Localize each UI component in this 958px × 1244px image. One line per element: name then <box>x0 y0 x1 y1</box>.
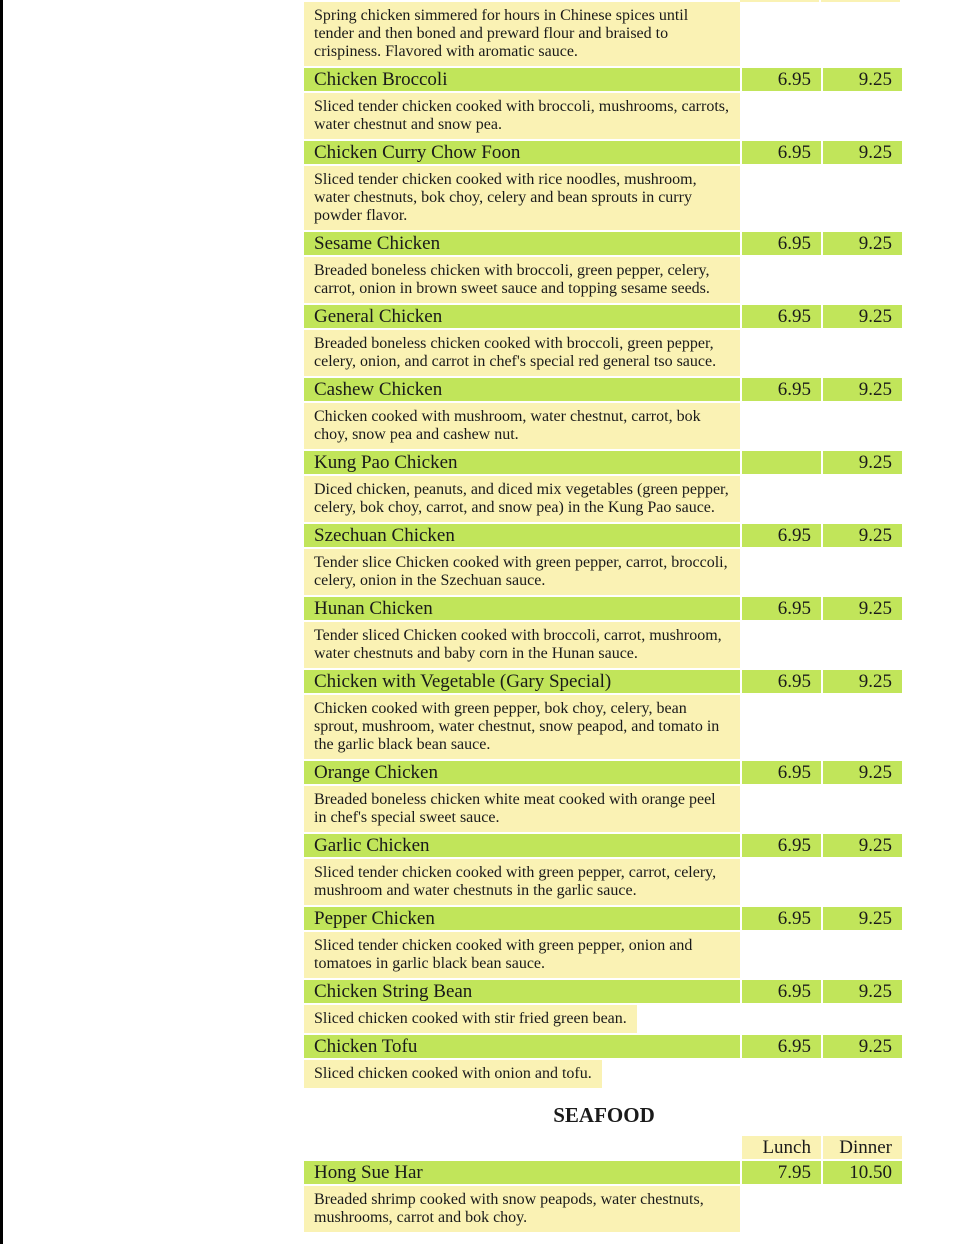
menu-item-lunch-price: 6.95 <box>742 597 821 620</box>
menu-item-description: Sliced tender chicken cooked with green pepper, onion and tomatoes in garlic black bean sauce. <box>304 932 740 978</box>
menu-item-name: Garlic Chicken <box>304 834 740 857</box>
menu-item-description-row <box>304 2 904 66</box>
menu-item-row <box>304 451 904 474</box>
menu-item-name: Hong Sue Har <box>304 1161 740 1184</box>
menu-item-name: Cashew Chicken <box>304 378 740 401</box>
lunch-header: Lunch <box>742 1136 821 1159</box>
menu-item-lunch-price: 6.95 <box>742 232 821 255</box>
menu-item-lunch-price: 6.95 <box>742 907 821 930</box>
menu-item-lunch-price: 6.95 <box>742 141 821 164</box>
menu-item-description-row <box>304 786 904 832</box>
menu-content <box>304 0 904 1232</box>
menu-item-name: Kung Pao Chicken <box>304 451 740 474</box>
menu-item-lunch-price: 6.95 <box>742 761 821 784</box>
menu-item-dinner-price: 9.25 <box>823 451 902 474</box>
menu-item-dinner-price: 9.25 <box>823 834 902 857</box>
menu-item-description-row <box>304 1005 904 1033</box>
menu-item-name: General Chicken <box>304 305 740 328</box>
menu-item-row <box>304 305 904 328</box>
menu-item-lunch-price: 6.95 <box>742 834 821 857</box>
menu-item-name: Chicken Tofu <box>304 1035 740 1058</box>
menu-item-description-row <box>304 1186 904 1232</box>
menu-item-description: Breaded boneless chicken cooked with broccoli, green pepper, celery, onion, and carrot in chef's special red general tso sauce. <box>304 330 740 376</box>
menu-item-dinner-price: 9.25 <box>823 907 902 930</box>
dinner-header: Dinner <box>823 1136 902 1159</box>
menu-item-dinner-price: 9.25 <box>823 68 902 91</box>
menu-item-lunch-price: 6.95 <box>742 305 821 328</box>
menu-item-description: Chicken cooked with green pepper, bok choy, celery, bean sprout, mushroom, water chestnut, snow peapod, and tomato in the garlic black bean sauce. <box>304 695 740 759</box>
menu-item-row <box>304 1035 904 1058</box>
menu-item-description-row <box>304 93 904 139</box>
menu-item-description: Chicken cooked with mushroom, water chestnut, carrot, bok choy, snow pea and cashew nut. <box>304 403 740 449</box>
menu-item-row <box>304 907 904 930</box>
menu-item-lunch-price <box>742 451 821 474</box>
menu-item-lunch-price: 6.95 <box>742 68 821 91</box>
menu-item-description: Breaded boneless chicken with broccoli, green pepper, celery, carrot, onion in brown sweet sauce and topping sesame seeds. <box>304 257 740 303</box>
price-header-row <box>304 1136 904 1159</box>
menu-item-lunch-price: 6.95 <box>742 980 821 1003</box>
menu-item-row <box>304 524 904 547</box>
menu-item-name: Orange Chicken <box>304 761 740 784</box>
menu-item-description: Sliced tender chicken cooked with rice noodles, mushroom, water chestnuts, bok choy, celery and bean sprouts in curry powder flavor. <box>304 166 740 230</box>
menu-item-dinner-price: 9.25 <box>823 980 902 1003</box>
menu-item-description-row <box>304 166 904 230</box>
menu-item-description: Breaded boneless chicken white meat cooked with orange peel in chef's special sweet sauce. <box>304 786 740 832</box>
menu-item-description: Sliced tender chicken cooked with green pepper, carrot, celery, mushroom and water chestnuts in the garlic sauce. <box>304 859 740 905</box>
section-title-seafood: SEAFOOD <box>553 1103 655 1127</box>
menu-item-lunch-price: 6.95 <box>742 670 821 693</box>
menu-item-name: Pepper Chicken <box>304 907 740 930</box>
menu-item-dinner-price: 9.25 <box>823 524 902 547</box>
menu-item-row <box>304 68 904 91</box>
menu-item-row <box>304 141 904 164</box>
menu-item-row <box>304 980 904 1003</box>
menu-item-dinner-price: 9.25 <box>823 670 902 693</box>
menu-item-name: Chicken Broccoli <box>304 68 740 91</box>
menu-item-lunch-price: 6.95 <box>742 1035 821 1058</box>
menu-item-description: Breaded shrimp cooked with snow peapods, water chestnuts, mushrooms, carrot and bok choy. <box>304 1186 740 1232</box>
menu-item-row <box>304 232 904 255</box>
menu-item-description-row <box>304 257 904 303</box>
menu-item-row <box>304 670 904 693</box>
menu-item-description-row <box>304 695 904 759</box>
menu-item-name: Chicken String Bean <box>304 980 740 1003</box>
menu-item-lunch-price: 6.95 <box>742 378 821 401</box>
menu-item-name: Szechuan Chicken <box>304 524 740 547</box>
menu-item-dinner-price: 9.25 <box>823 141 902 164</box>
menu-item-dinner-price: 9.25 <box>823 378 902 401</box>
menu-item-lunch-price: 7.95 <box>742 1161 821 1184</box>
menu-item-name: Chicken with Vegetable (Gary Special) <box>304 670 740 693</box>
menu-item-dinner-price: 9.25 <box>823 761 902 784</box>
menu-item-description-row <box>304 476 904 522</box>
menu-item-dinner-price: 9.25 <box>823 1035 902 1058</box>
menu-item-lunch-price: 6.95 <box>742 524 821 547</box>
menu-item-description-row <box>304 1060 904 1088</box>
menu-item-row <box>304 597 904 620</box>
menu-item-description: Sliced tender chicken cooked with broccoli, mushrooms, carrots, water chestnut and snow pea. <box>304 93 740 139</box>
menu-item-row <box>304 378 904 401</box>
menu-item-dinner-price: 10.50 <box>823 1161 902 1184</box>
menu-item-description-row <box>304 932 904 978</box>
menu-item-description-row <box>304 622 904 668</box>
menu-item-description: Sliced chicken cooked with stir fried green bean. <box>304 1005 637 1033</box>
menu-item-row <box>304 834 904 857</box>
menu-item-dinner-price: 9.25 <box>823 597 902 620</box>
menu-item-description-row <box>304 330 904 376</box>
menu-item-dinner-price: 9.25 <box>823 232 902 255</box>
menu-item-name: Chicken Curry Chow Foon <box>304 141 740 164</box>
menu-item-description: Diced chicken, peanuts, and diced mix vegetables (green pepper, celery, bok choy, carrot, and snow pea) in the Kung Pao sauce. <box>304 476 740 522</box>
menu-item-description: Spring chicken simmered for hours in Chinese spices until tender and then boned and preward flour and braised to crispiness. Flavored with aromatic sauce. <box>304 2 740 66</box>
chicken-item-list <box>304 68 904 1088</box>
menu-item-description-row <box>304 859 904 905</box>
menu-item-dinner-price: 9.25 <box>823 305 902 328</box>
menu-item-description: Tender slice Chicken cooked with green pepper, carrot, broccoli, celery, onion in the Szechuan sauce. <box>304 549 740 595</box>
price-header-spacer <box>304 1136 740 1159</box>
menu-item-description-row <box>304 549 904 595</box>
menu-item-name: Sesame Chicken <box>304 232 740 255</box>
menu-item-description: Tender sliced Chicken cooked with broccoli, carrot, mushroom, water chestnuts and baby corn in the Hunan sauce. <box>304 622 740 668</box>
seafood-item-list <box>304 1161 904 1232</box>
menu-item-description: Sliced chicken cooked with onion and tofu. <box>304 1060 602 1088</box>
menu-item-row <box>304 1161 904 1184</box>
left-border-rule <box>0 0 3 1244</box>
menu-item-name: Hunan Chicken <box>304 597 740 620</box>
menu-item-row <box>304 761 904 784</box>
menu-item-description-row <box>304 403 904 449</box>
